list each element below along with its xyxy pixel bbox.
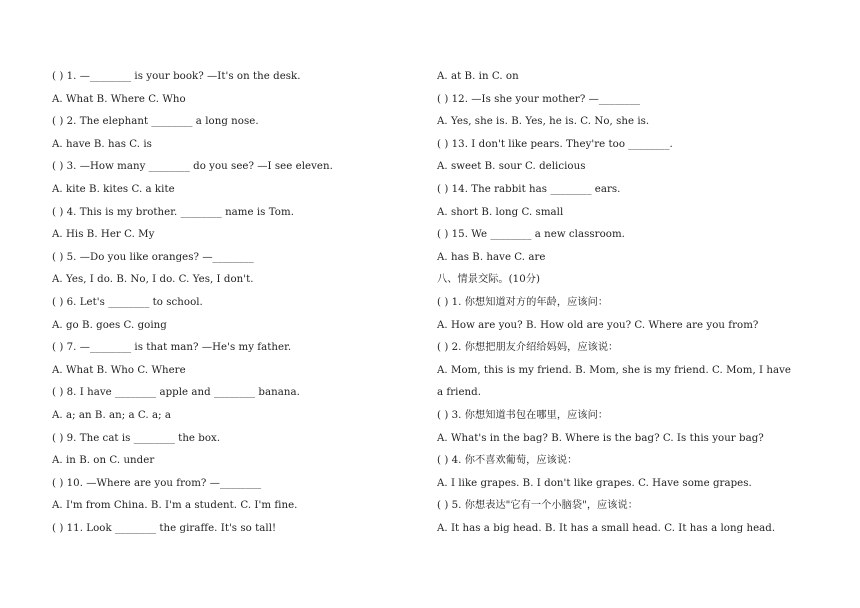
section-heading: 八、情景交际。(10分) bbox=[437, 274, 541, 286]
question-line: ( ) 1. —________ is your book? —It's on the desk. bbox=[52, 71, 301, 82]
question-line: ( ) 15. We ________ a new classroom. bbox=[437, 229, 625, 241]
question-line: ( ) 4. This is my brother. ________ name is Tom. bbox=[52, 206, 294, 218]
right-column bbox=[437, 66, 827, 540]
options-line: A. I'm from China. B. I'm a student. C. I'm fine. bbox=[52, 500, 298, 512]
question-line: ( ) 14. The rabbit has ________ ears. bbox=[437, 183, 621, 195]
options-line: A. Yes, I do. B. No, I do. C. Yes, I don't. bbox=[52, 274, 254, 286]
question-line: ( ) 7. —________ is that man? —He's my father. bbox=[52, 342, 292, 354]
question-line: ( ) 10. —Where are you from? —________ bbox=[52, 477, 262, 489]
options-line: A. How are you? B. How old are you? C. Where are you from? bbox=[437, 319, 759, 331]
question-line: ( ) 9. The cat is ________ the box. bbox=[52, 432, 221, 444]
question-line: ( ) 6. Let's ________ to school. bbox=[52, 296, 203, 308]
question-line: ( ) 11. Look ________ the giraffe. It's so tall! bbox=[52, 522, 277, 534]
options-line: A. at B. in C. on bbox=[437, 71, 519, 82]
question-line: ( ) 8. I have ________ apple and ________ banana. bbox=[52, 387, 300, 399]
question-line: ( ) 3. —How many ________ do you see? —I see eleven. bbox=[52, 161, 333, 173]
options-line: A. a; an B. an; a C. a; a bbox=[52, 409, 172, 421]
question-line: ( ) 2. The elephant ________ a long nose. bbox=[52, 116, 259, 128]
question-line: ( ) 4. 你不喜欢葡萄，应该说： bbox=[437, 455, 578, 467]
question-line: ( ) 3. 你想知道书包在哪里，应该问： bbox=[437, 409, 609, 421]
question-line: ( ) 5. 你想表达"它有一个小脑袋"，应该说： bbox=[437, 500, 639, 512]
options-line: A. What B. Where C. Who bbox=[52, 93, 186, 105]
question-line: ( ) 12. —Is she your mother? —________ bbox=[437, 93, 641, 105]
question-line: ( ) 1. 你想知道对方的年龄，应该问： bbox=[437, 296, 609, 308]
question-line: ( ) 13. I don't like pears. They're too ________. bbox=[437, 138, 673, 150]
options-line: A. have B. has C. is bbox=[52, 138, 152, 150]
options-line: A. What B. Who C. Where bbox=[52, 364, 186, 376]
question-line: ( ) 5. —Do you like oranges? —________ bbox=[52, 251, 254, 263]
options-line: A. in B. on C. under bbox=[52, 455, 155, 467]
options-line: A. I like grapes. B. I don't like grapes. C. Have some grapes. bbox=[437, 477, 752, 489]
options-line: A. Yes, she is. B. Yes, he is. C. No, she is. bbox=[437, 116, 650, 128]
options-line: A. Mom, this is my friend. B. Mom, she is my friend. C. Mom, I have bbox=[437, 364, 792, 376]
options-line: A. kite B. kites C. a kite bbox=[52, 183, 175, 195]
options-line: A. go B. goes C. going bbox=[52, 319, 167, 331]
options-line: A. short B. long C. small bbox=[437, 206, 564, 218]
options-line: A. His B. Her C. My bbox=[52, 229, 155, 241]
options-line: A. has B. have C. are bbox=[437, 251, 546, 263]
left-column bbox=[52, 66, 422, 540]
options-line: A. It has a big head. B. It has a small head. C. It has a long head. bbox=[437, 522, 776, 534]
options-line: A. sweet B. sour C. delicious bbox=[437, 161, 586, 173]
question-line: ( ) 2. 你想把朋友介绍给妈妈，应该说： bbox=[437, 342, 619, 354]
options-line-continued: a friend. bbox=[437, 387, 482, 399]
options-line: A. What's in the bag? B. Where is the bag? C. Is this your bag? bbox=[437, 432, 764, 444]
